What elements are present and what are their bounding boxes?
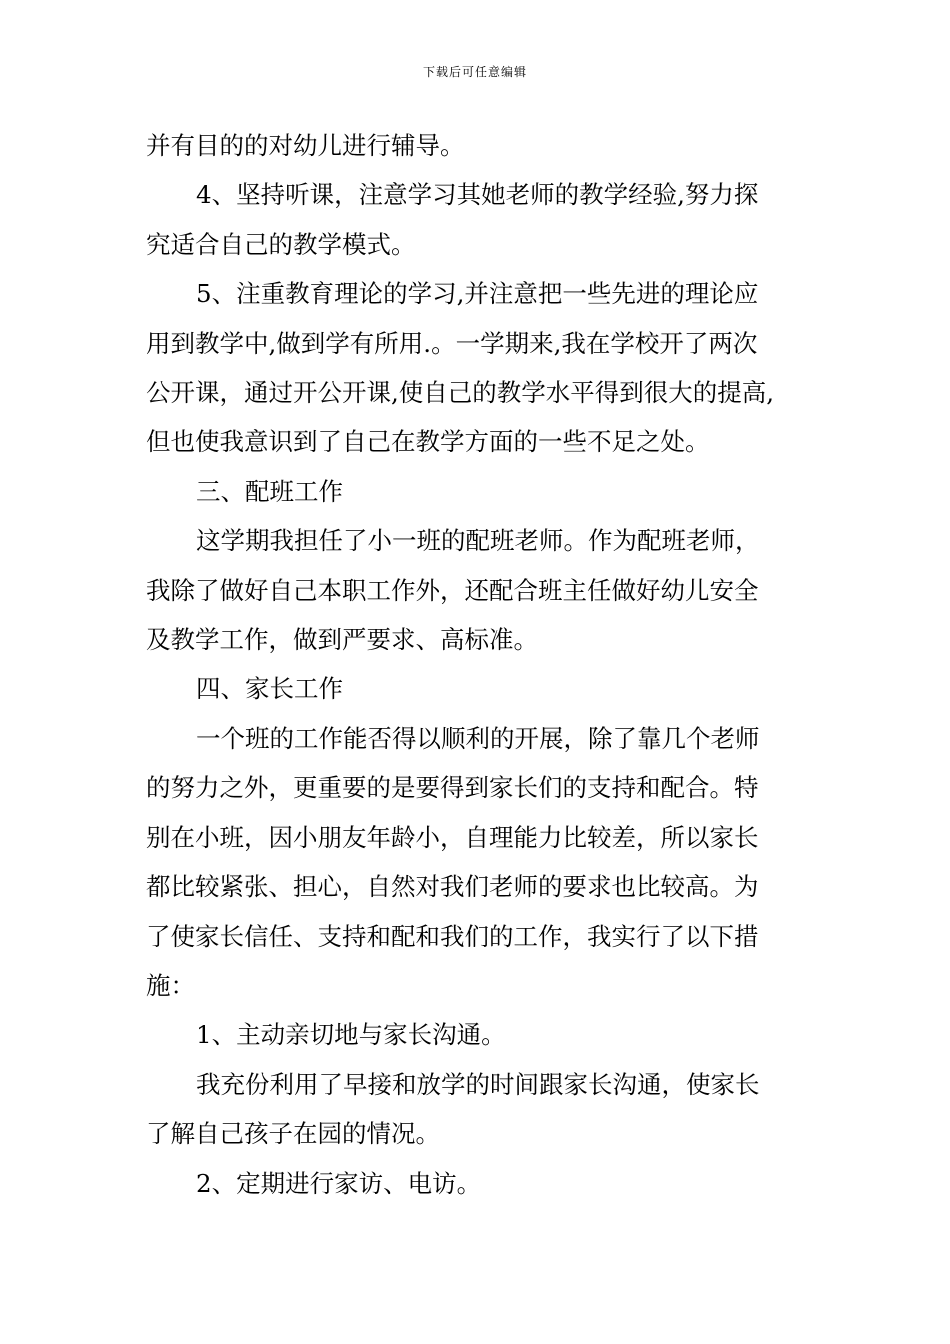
list-item: 2、定期进行家访、电访。	[196, 1168, 482, 1198]
text-line: 用到教学中,做到学有所用.。一学期来,我在学校开了两次	[146, 328, 758, 358]
text-line: 了使家长信任、支持和配和我们的工作，我实行了以下措	[146, 921, 759, 951]
text-line: 这学期我担任了小一班的配班老师。作为配班老师，	[196, 526, 760, 556]
text-line: 一个班的工作能否得以顺利的开展，除了靠几个老师	[196, 723, 760, 753]
page-header: 下载后可任意编辑	[422, 65, 527, 79]
section-heading: 四、家长工作	[196, 674, 343, 704]
text-line: 5、注重教育理论的学习,并注意把一些先进的理论应	[196, 279, 759, 309]
text-line: 并有目的的对幼儿进行辅导。	[146, 131, 465, 160]
text-line: 但也使我意识到了自己在教学方面的一些不足之处。	[146, 427, 710, 457]
text-line: 别在小班，因小朋友年龄小，自理能力比较差，所以家长	[146, 822, 759, 852]
text-line: 究适合自己的教学模式。	[146, 229, 416, 259]
text-line: 了解自己孩子在园的情况。	[146, 1119, 440, 1149]
text-line: 我充份利用了早接和放学的时间跟家长沟通，使家长	[196, 1069, 760, 1099]
text-line: 的努力之外，更重要的是要得到家长们的支持和配合。特	[146, 773, 759, 803]
section-heading: 三、配班工作	[196, 476, 343, 506]
text-line: 及教学工作，做到严要求、高标准。	[146, 625, 538, 655]
text-line: 我除了做好自己本职工作外，还配合班主任做好幼儿安全	[146, 575, 759, 605]
document-body	[146, 121, 814, 1208]
text-line: 4、坚持听课，注意学习其她老师的教学经验,努力探	[196, 180, 759, 210]
text-line: 施：	[146, 970, 195, 1000]
list-item: 1、主动亲切地与家长沟通。	[196, 1020, 506, 1050]
text-line: 公开课，通过开公开课,使自己的教学水平得到很大的提高,	[146, 378, 775, 408]
text-line: 都比较紧张、担心，自然对我们老师的要求也比较高。为	[146, 872, 759, 902]
